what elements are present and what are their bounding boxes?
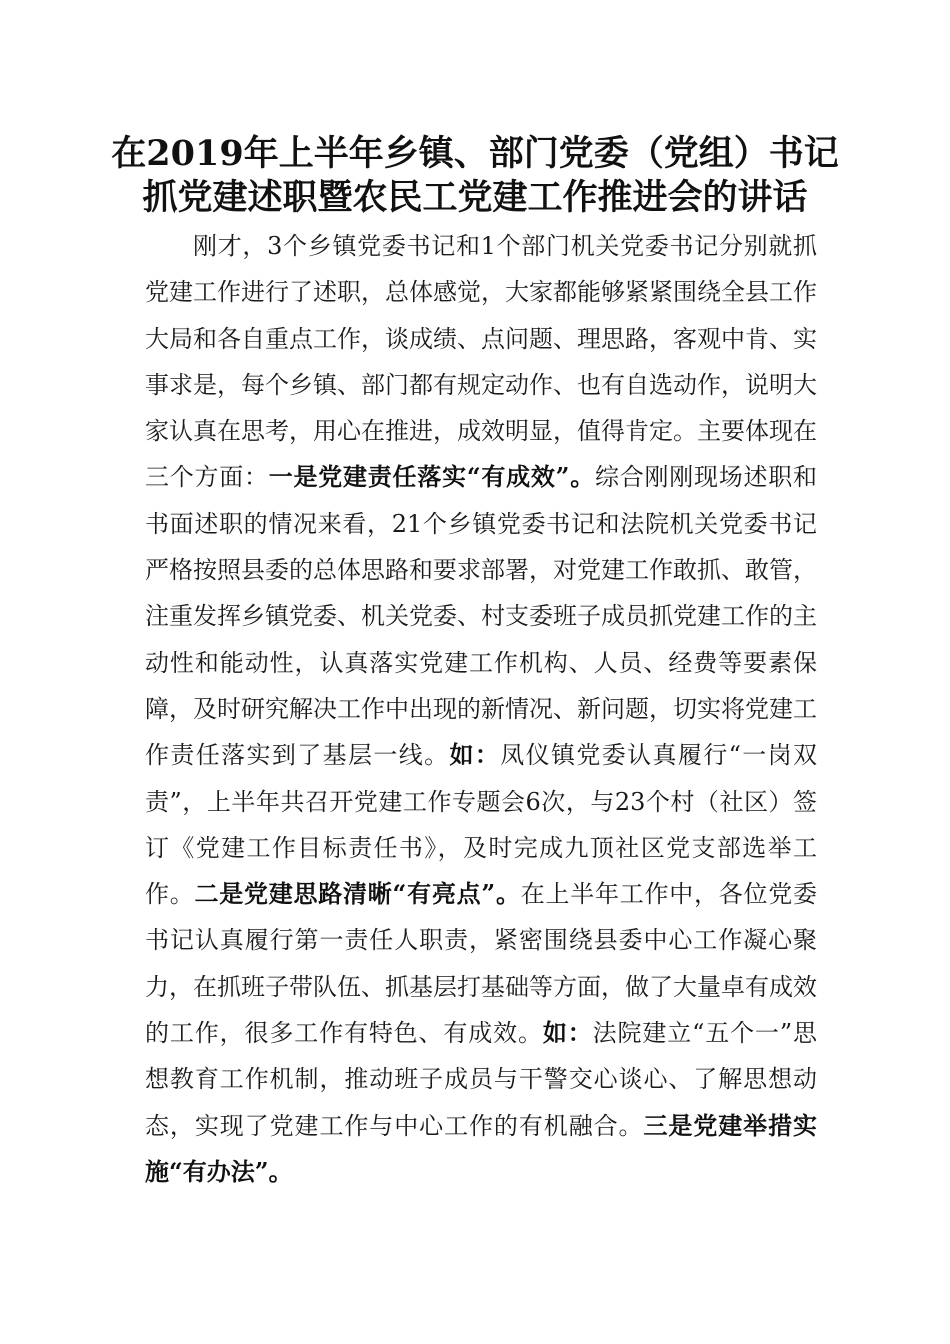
text-run: 综合刚刚现场述职和书面述职的情况来看，21个乡镇党委书记和法院机关党委书记严格按照县委的总体思路和要求部署，对党建工作敢抓、敢管，注重发挥乡镇党委、机关党委、村支委班子成员抓党建工作的主动性和能动性，认真落实党建工作机构、人员、经费等要素保障，及时研究解决工作中出现的新情况、新问题，切实将党建工作责任落实到了基层一线。 — [145, 463, 818, 770]
text-run: 凤仪镇党委认真履行“一岗双责”，上半年共召开党建工作专题会6次，与23个村（社区）签订《党建工作目标责任书》，及时完成九顶社区党支部选举工作。 — [145, 741, 818, 909]
bold-example-label: 如： — [542, 1018, 593, 1048]
document-title-line-1: 在2019年上半年乡镇、部门党委（党组）书记 — [111, 133, 839, 174]
bold-heading-run: 一是党建责任落实“有成效”。 — [268, 462, 595, 492]
bold-heading-run: 三是党建举措实施“有办法”。 — [145, 1110, 818, 1186]
body-paragraph — [145, 223, 817, 1195]
text-run: 在上半年工作中，各位党委书记认真履行第一责任人职责，紧密围绕县委中心工作凝心聚力，在抓班子带队伍、抓基层打基础等方面，做了大量卓有成效的工作，很多工作有特色、有成效。 — [145, 880, 818, 1048]
text-run: 法院建立“五个一”思想教育工作机制，推动班子成员与干警交心谈心、了解思想动态，实现了党建工作与中心工作的有机融合。 — [145, 1019, 818, 1140]
bold-heading-run: 二是党建思路清晰“有亮点”。 — [194, 879, 521, 909]
bold-example-label: 如： — [449, 740, 501, 770]
document-title-line-2: 抓党建述职暨农民工党建工作推进会的讲话 — [142, 177, 808, 218]
text-run: 刚才，3个乡镇党委书记和1个部门机关党委书记分别就抓党建工作进行了述职，总体感觉，大家都能够紧紧围绕全县工作大局和各自重点工作，谈成绩、点问题、理思路，客观中肯、实事求是，每个乡镇、部门都有规定动作、也有自选动作，说明大家认真在思考，用心在推进，成效明显，值得肯定。主要体现在三个方面： — [145, 232, 817, 492]
